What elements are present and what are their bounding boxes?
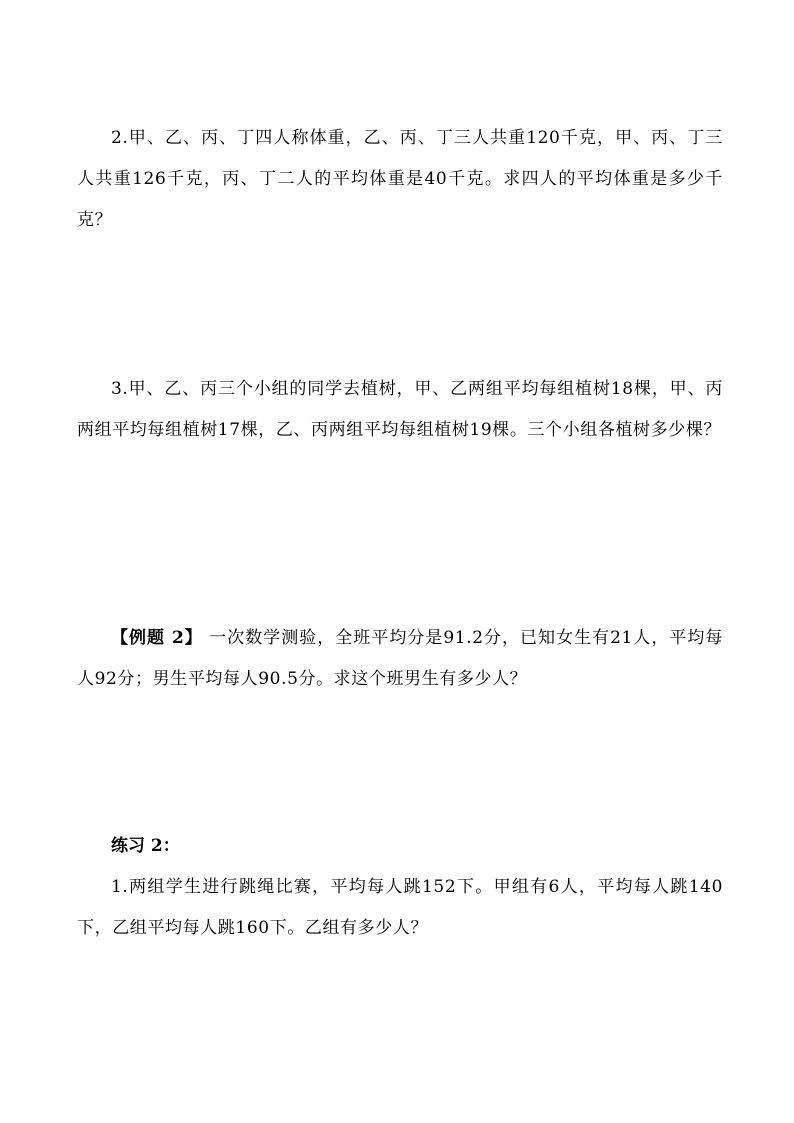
example-2-text: 一次数学测验，全班平均分是91.2分，已知女生有21人，平均每人92分；男生平均每人90.5分。求这个班男生有多少人？ bbox=[77, 628, 723, 689]
example-2 bbox=[77, 618, 723, 700]
problem-2: 2.甲、乙、丙、丁四人称体重，乙、丙、丁三人共重120千克，甲、丙、丁三人共重126千克，丙、丁二人的平均体重是40千克。求四人的平均体重是多少千克？ bbox=[77, 128, 723, 230]
practice-2-heading: 练习 2： bbox=[111, 836, 180, 856]
example-2-label: 【例题 2】 bbox=[111, 628, 203, 648]
problem-3: 3.甲、乙、丙三个小组的同学去植树，甲、乙两组平均每组植树18棵，甲、丙两组平均每组植树17棵，乙、丙两组平均每组植树19棵。三个小组各植树多少棵？ bbox=[77, 379, 723, 440]
practice-2-item-1: 1.两组学生进行跳绳比赛，平均每人跳152下。甲组有6人，平均每人跳140下，乙组平均每人跳160下。乙组有多少人？ bbox=[77, 877, 723, 938]
